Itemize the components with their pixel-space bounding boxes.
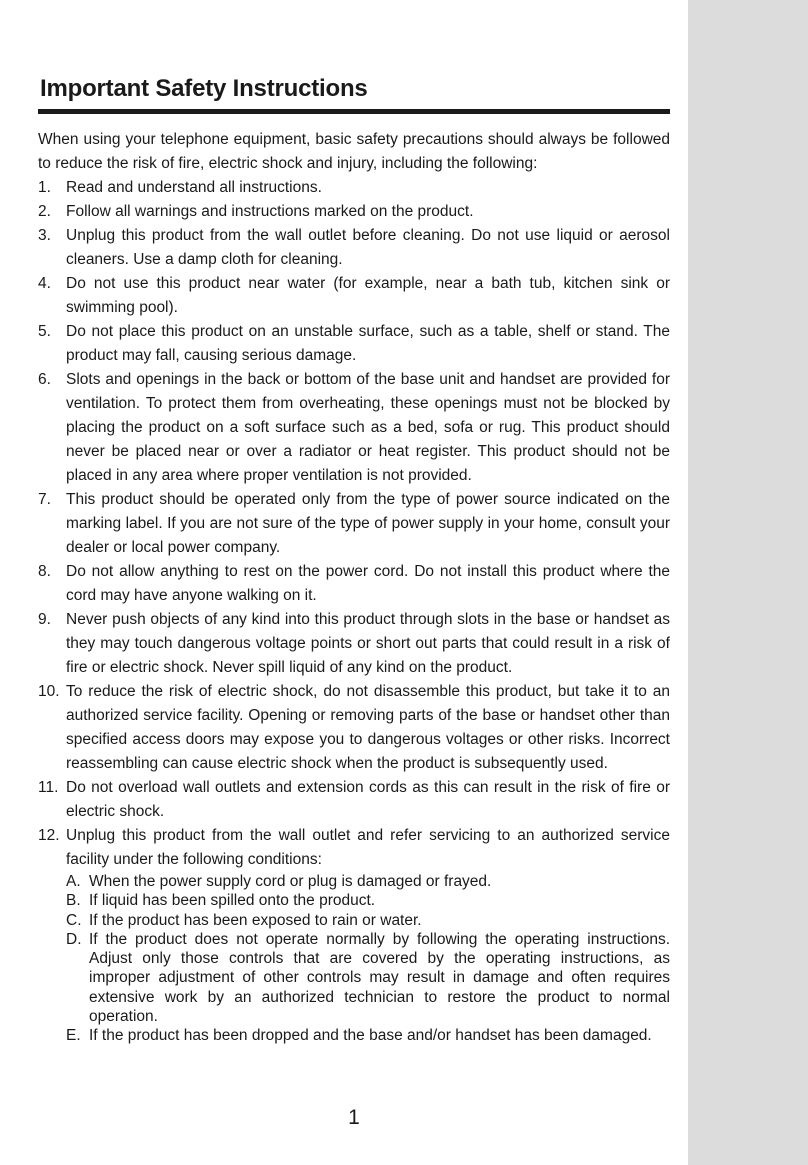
sub-list-item [66,1026,670,1045]
page-number: 1 [348,1106,360,1129]
page-title: Important Safety Instructions [40,75,368,102]
item-number: 7. [38,491,51,508]
sub-item-letter: E. [66,1027,81,1045]
item-number: 11. [38,779,59,796]
item-text: Do not use this product near water (for example, near a bath tub, kitchen sink or swimming pool). [66,275,670,316]
list-item [38,320,670,368]
list-item [38,776,670,824]
sub-item-letter: A. [66,873,81,890]
sub-item-letter: B. [66,892,81,910]
item-number: 12. [38,827,60,844]
item-number: 6. [38,371,51,388]
sub-list-item [66,872,670,891]
item-number: 5. [38,323,51,340]
item-number: 1. [38,179,51,196]
item-number: 10. [38,683,60,700]
list-item [38,224,670,272]
list-item [38,176,670,200]
item-number: 3. [38,227,51,244]
item-text: Never push objects of any kind into this product through slots in the base or handset as they may touch dangerous voltage points or short out parts that could result in a risk of fire or electric shock. Never spill liquid of any kind on the product. [66,611,670,676]
list-item [38,560,670,608]
list-item [38,272,670,320]
list-item [38,608,670,680]
title-underline [38,109,670,114]
sub-list-item [66,891,670,910]
item-number: 8. [38,563,51,580]
sub-item-text: When the power supply cord or plug is damaged or frayed. [89,873,492,890]
list-item [38,488,670,560]
side-margin-strip [688,0,808,1165]
intro-paragraph: When using your telephone equipment, basic safety precautions should always be followed to reduce the risk of fire, electric shock and injury, including the following: [38,131,670,172]
sub-list-item [66,930,670,1026]
item-text: This product should be operated only from the type of power source indicated on the marking label. If you are not sure of the type of power supply in your home, consult your dealer or local power company. [66,491,670,556]
item-text: Do not allow anything to rest on the power cord. Do not install this product where the cord may have anyone walking on it. [66,563,670,604]
list-item [38,824,670,1046]
item-text: Unplug this product from the wall outlet before cleaning. Do not use liquid or aerosol cleaners. Use a damp cloth for cleaning. [66,227,670,268]
item-number: 9. [38,611,51,628]
sub-item-letter: D. [66,930,82,948]
list-item [38,200,670,224]
list-item [38,680,670,776]
document-body [38,74,670,1046]
item-number: 4. [38,275,51,292]
item-text: Do not place this product on an unstable surface, such as a table, shelf or stand. The product may fall, causing serious damage. [66,323,670,364]
instructions-list [38,176,670,1046]
item-text: Read and understand all instructions. [66,179,322,196]
sub-list-item [66,911,670,930]
item-text: To reduce the risk of electric shock, do not disassemble this product, but take it to an authorized service facility. Opening or removing parts of the base or handset other than specified access doors may expose you to dangerous voltages or other risks. Incorrect reassembling can cause electric shock when the product is subsequently used. [66,683,670,772]
conditions-sublist [66,872,670,1046]
item-text: Unplug this product from the wall outlet and refer servicing to an authorized service facility under the following conditions: [66,827,670,868]
item-number: 2. [38,203,51,220]
sub-item-text: If the product has been exposed to rain or water. [89,911,422,929]
item-text: Slots and openings in the back or bottom of the base unit and handset are provided for ventilation. To protect them from overheating, these openings must not be blocked by placing the product on a soft surface such as a bed, sofa or rug. This product should never be placed near or over a radiator or heat register. This product should not be placed in any area where proper ventilation is not provided. [66,371,670,484]
item-text: Follow all warnings and instructions marked on the product. [66,203,474,220]
item-text: Do not overload wall outlets and extension cords as this can result in the risk of fire or electric shock. [66,779,670,820]
sub-item-text: If the product does not operate normally by following the operating instructions. Adjust only those controls that are covered by the operating instructions, as improper adjustment of other controls may result in damage and often requires extensive work by an authorized technician to restore the product to normal operation. [89,930,670,1026]
sub-item-text: If the product has been dropped and the base and/or handset has been damaged. [89,1027,652,1045]
list-item [38,368,670,488]
sub-item-text: If liquid has been spilled onto the product. [89,892,376,910]
sub-item-letter: C. [66,911,82,929]
